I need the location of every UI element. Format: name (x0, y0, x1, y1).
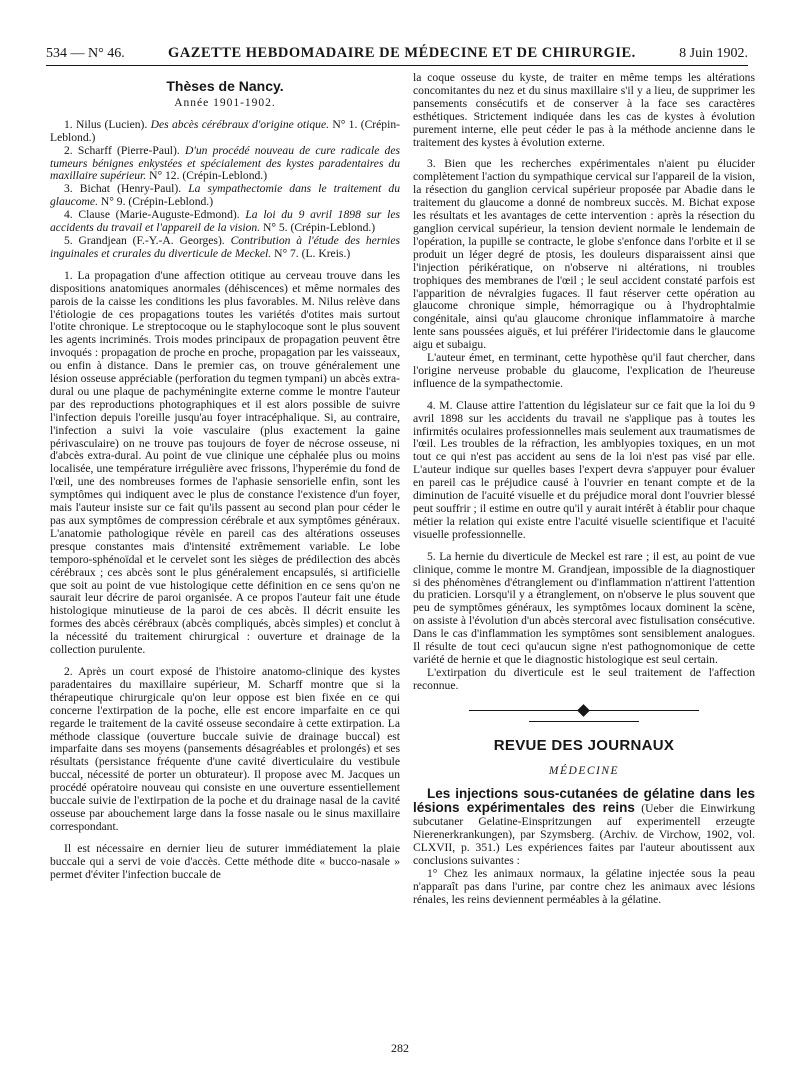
review-point-1: 1° Chez les animaux normaux, la gélatine injectée sous la peau n'apparaît pas dans l'urine, par contre chez les animaux avec lésions rénales, les reins deviennent perméables à la gélatine. (413, 866, 755, 906)
thesis-item: 4. Clause (Marie-Auguste-Edmond). La loi du 9 avril 1898 sur les accidents du travail et l'appareil de la vision. N° 5. (Crépin-Leblond.) (50, 208, 400, 235)
header-date: 8 Juin 1902. (679, 46, 748, 61)
theses-title: Thèses de Nancy. (166, 78, 284, 94)
paragraph-continuation: la coque osseuse du kyste, de traiter en même temps les altérations concomitantes du nez et du sinus maxillaire s'il y a lieu, de supprimer les pansements consécutifs et de conserver à la face ses caractères esthétiques. Strictement indiquée dans les cas de kystes à évolution purement interne, elle peut céder le pas à la méthode ancienne dans le traitement des kystes à évolution externe. (413, 71, 755, 149)
folio-number: 282 (391, 1041, 409, 1055)
diamond-ornament-icon (577, 704, 590, 717)
left-column (50, 76, 400, 881)
review-article (413, 787, 755, 868)
paragraph-extirpation: L'extirpation du diverticule est le seul traitement de l'affection reconnue. (413, 665, 755, 692)
paragraph-hernie-meckel: 5. La hernie du diverticule de Meckel est rare ; il est, au point de vue clinique, comme le montre M. Grandjean, impossible de la diagnostiquer si des phénomènes d'étranglement ou d'inflammation n'attirent l'attention du praticien. Lorsqu'il y a étranglement, on n'observe le plus souvent que peu de symptômes généraux, les symptômes locaux dominent la scène, on assiste à l'évolution d'un abcès stercoral avec fistulisation consécutive. Dans le cas d'inflammation les symptômes sont sensiblement analogues. Il résulte de tout ceci qu'aucun signe n'est pathognomonique de cette variété de hernie et que le diagnostic histologique est seul certain. (413, 549, 755, 666)
thesis-item: 5. Grandjean (F.-Y.-A. Georges). Contribution à l'étude des hernies inguinales et crurales du diverticule de Meckel. N° 7. (L. Kreis.) (50, 233, 400, 260)
paragraph-methode-bucco-nasale: Il est nécessaire en dernier lieu de suturer immédiatement la plaie buccale qui a servi de voie d'accès. Cette méthode dite « bucco-nasale » permet d'éviter l'infection buccale de (50, 841, 400, 881)
thesis-item: 2. Scharff (Pierre-Paul). D'un procédé nouveau de cure radicale des tumeurs bénignes enkystées et spécialement des kystes paradentaires du maxillaire supérieur. N° 12. (Crépin-Leblond.) (50, 143, 400, 183)
review-article-head: Les injections sous-cutanées de gélatine dans les lésions expérimentales des reins (413, 785, 755, 816)
paragraph-abces-cerebraux: 1. La propagation d'une affection otitique au cerveau trouve dans les dispositions anatomiques anormales (déhiscences) et même normales des parois de la caisse les conditions les plus favorables. M. Nilus relève dans l'étiologie de ces propagations toutes les variétés d'otites mais surtout l'otite chronique. Le streptocoque ou le staphylocoque sont le plus souvent les agents incriminés. Trois modes principaux de propagation peuvent être invoqués : propagation de proche en proche, propagation par les vaisseaux, ou enfin à distance. Dans le premier cas, on trouve généralement une lésion osseuse appréciable (perforation du tegmen tympani) un abcès extra-dural ou une plaque de pachyméningite externe comme le montre l'auteur par des reproductions photographiques et il est alors possible de suivre l'infection depuis l'oreille jusqu'au foyer intracéphalique. Si, au contraire, l'infection a suivi la voie vasculaire (plus exactement la gaine périvasculaire) on ne trouve pas toujours de foyer de nécrose osseuse, ni d'abcès extra-dural. Au point de vue clinique une céphalée plus ou moins localisée, une température irrégulière avec frissons, l'hyperémie du fond de l'œil, une des nombreuses formes de l'aphasie sensorielle enfin, sont les symptômes qui indiquent avec le plus de constance l'existence d'un foyer, mais l'auteur insiste sur ce fait qu'ils passent au second plan pour céder le pas aux symptômes de compression cérébrale et aux symptômes généraux. L'anatomie pathologique révèle en pareil cas des altérations osseuses presque constantes mais d'intensité extrêmement variable. Le lobe temporo-sphénoïdal et le cervelet sont les sièges de prédilection des abcès cérébraux ; ces abcès sont le plus généralement encapsulés, si artificielle que soit au point de vue histologique cette définition en ce sens qu'on ne saurait leur décrire de paroi organisée. A ce propos l'auteur fait une étude histologique minutieuse de la paroi de ces abcès. Il décrit ensuite les formes des abcès cérébraux (abcès compliqués, abcès simples) et conclut à la nécessité du traitement chirurgical : ouverture et drainage de la collection purulente. (50, 268, 400, 657)
thesis-item: 1. Nilus (Lucien). Des abcès cérébraux d'origine otique. N° 1. (Crépin-Leblond.) (50, 117, 400, 144)
right-column (413, 72, 755, 907)
ornamental-divider (469, 706, 699, 716)
theses-year: Année 1901-1902. (174, 96, 276, 109)
review-rubric: MÉDECINE (548, 764, 620, 777)
header-journal-title: GAZETTE HEBDOMADAIRE DE MÉDECINE ET DE CHIRURGIE. (168, 45, 636, 61)
paragraph-accidents-travail: 4. M. Clause attire l'attention du législateur sur ce fait que la loi du 9 avril 1898 sur les accidents du travail ne s'applique pas à toutes les infirmités oculaires professionnelles mais seulement aux traumatismes de l'œil. Les troubles de la réfraction, les amblyopies toxiques, en un mot tout ce qui n'est pas accident au sens de la loi n'est pas visé par elle. L'auteur indique sur quelles bases l'expert devra s'appuyer pour évaluer en pareil cas le préjudice causé à l'ouvrier en tenant compte et de la diminution de l'acuité visuelle et du préjudice moral dont l'ouvrier blessé peut souffrir ; il estime en outre qu'il y aurait intérêt à établir pour chaque métier la relation qui existe entre l'acuité visuelle scientifique et l'acuité visuelle professionnelle. (413, 398, 755, 541)
thesis-item: 3. Bichat (Henry-Paul). La sympathectomie dans le traitement du glaucome. N° 9. (Crépin-Leblond.) (50, 182, 400, 209)
review-article-intro: (Ueber die Einwirkung subcutaner Gelatine-Einspritzungen auf experimentell erzeugte Nierenerkrankungen), par Szymsberg. (Archiv. de Virchow, 1902, vol. CLXVII, p. 351.) Les expériences faites par l'auteur aboutissent aux conclusions suivantes : (413, 802, 755, 868)
paragraph-hypothese: L'auteur émet, en terminant, cette hypothèse qu'il faut chercher, dans l'origine nerveuse probable du glaucome, l'explication de l'heureuse influence de la sympathectomie. (413, 351, 755, 390)
running-header (46, 40, 748, 66)
paragraph-kystes-paradentaires: 2. Après un court exposé de l'histoire anatomo-clinique des kystes paradentaires du maxillaire supérieur, M. Scharff montre que si la thérapeutique chirurgicale qu'on leur oppose est bien fixée en ce qui concerne l'extirpation de la poche, elle est encore imparfaite en ce qui regarde le traitement de la cavité osseuse secondaire à cette extirpation. La méthode classique (ouverture buccale suivie de drainage buccal) est imparfaite dans ses moyens (pansements désagréables et prolongés) et ses résultats (persistance fréquente d'une cavité diverticulaire du vestibule buccal, nécessité de porter un obturateur). Il propose avec M. Jacques un procédé opératoire nouveau qui consiste en une ouverture essentiellement buccale suivie de l'extirpation de la poche et du drainage nasal de la cavité osseuse par abouchement large dans la fosse nasale ou le sinus maxillaire correspondant. (50, 664, 400, 833)
review-section-title: REVUE DES JOURNAUX (493, 736, 675, 754)
divider-rule (529, 721, 639, 722)
paragraph-sympathectomie: 3. Bien que les recherches expérimentales n'aient pu élucider complètement l'action du sympathique cervical sur l'appareil de la vision, la résection du ganglion cervical supérieur proposée par Abadie dans le traitement du glaucome a donné de nombreux succès. M. Bichat expose les résultats et les avantages de cette intervention : après la résection du ganglion cervical supérieur, la tension devient normale le lendemain de l'opération, la pupille se contracte, le globe s'enfonce dans l'orbite et il se produit un léger degré de ptosis, les douleurs disparaissent ainsi que l'injection périkératique, on n'observe ni altérations, ni troubles trophiques des membranes de l'œil ; le seul accident constaté parfois est l'apparition de névralgies fugaces. Il faut réserver cette opération au glaucome chronique simple, hémorragique ou à l'hydrophtalmie congénitale, ainsi qu'au glaucome chronique inflammatoire à marche lente sans poussées aiguës, et lui préférer l'iridectomie dans le glaucome aigu et subaigu. (413, 157, 755, 352)
header-page-number: 534 — N° 46. (46, 46, 125, 61)
